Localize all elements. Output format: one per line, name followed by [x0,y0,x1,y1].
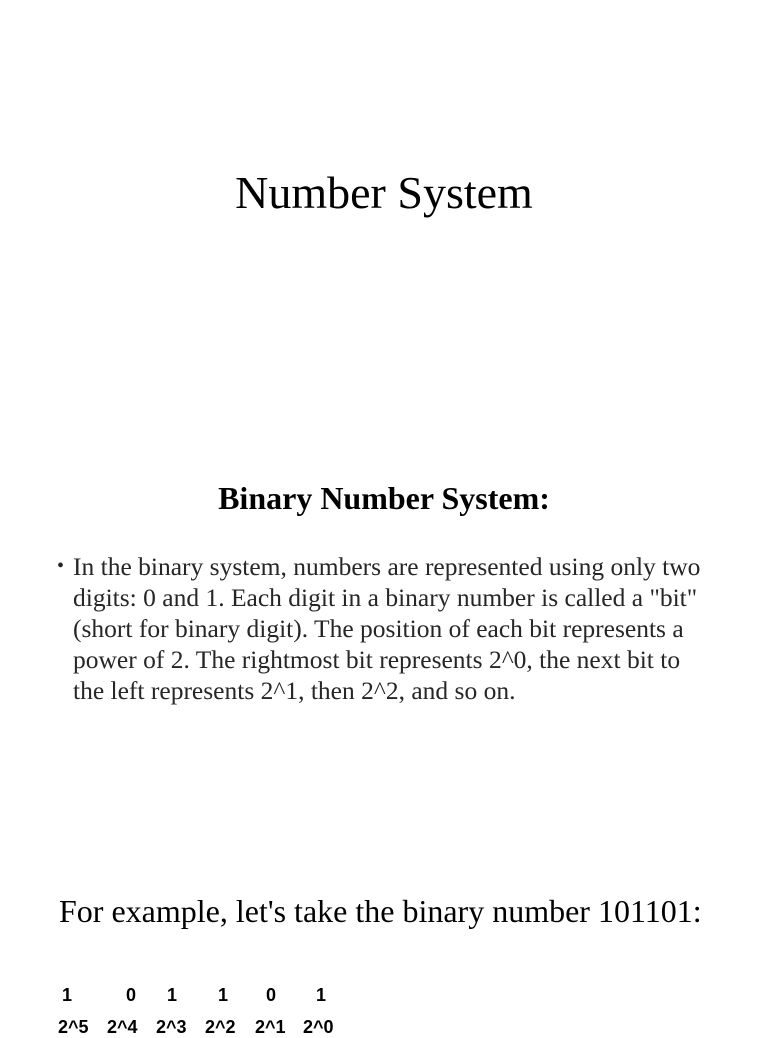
powers-row [0,1016,768,1038]
power-label: 2^0 [303,1017,334,1037]
example-text: For example, let's take the binary number 101101: [59,893,702,929]
power-label: 2^4 [107,1017,138,1037]
power-label: 2^3 [156,1017,187,1037]
power-label: 2^1 [255,1017,286,1037]
bit-digit: 1 [218,985,229,1005]
bit-digit: 0 [126,985,137,1005]
bullet-icon: • [57,555,65,577]
section-heading: Binary Number System: [218,480,550,516]
bit-digit: 1 [62,985,73,1005]
bullet-list [57,551,717,706]
power-label: 2^5 [58,1017,89,1037]
bullet-text: In the binary system, numbers are represented using only two digits: 0 and 1. Each digit in a binary number is called a "bit" (short for binary digit). The position of each bit represents a power of 2. The rightmost bit represents 2^0, the next bit to the left represents 2^1, then 2^2, and so on. [73,552,701,705]
bit-digit: 1 [316,985,327,1005]
bit-digit: 0 [266,985,277,1005]
page-title: Number System [235,167,533,218]
binary-digits-row [0,984,768,1006]
list-item [57,551,717,706]
bit-digit: 1 [167,985,178,1005]
power-label: 2^2 [205,1017,236,1037]
